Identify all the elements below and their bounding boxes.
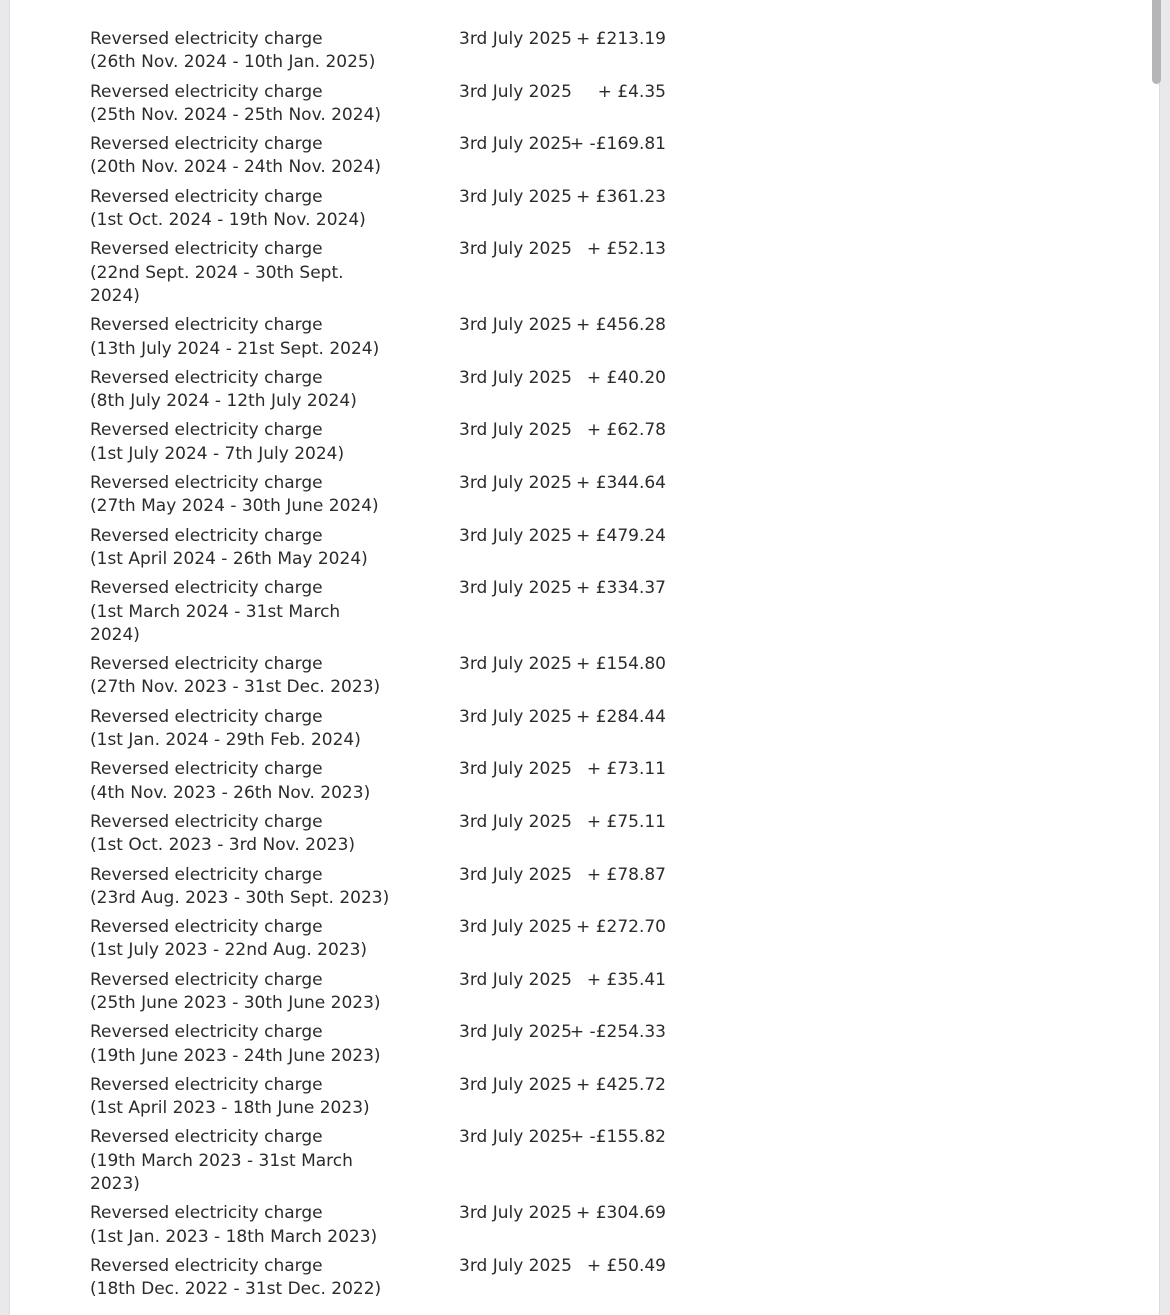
transaction-date: 3rd July 2025 bbox=[459, 578, 572, 599]
transaction-date: 3rd July 2025 bbox=[459, 706, 572, 727]
transaction-amount: + -£169.81 bbox=[569, 134, 666, 155]
transaction-description bbox=[90, 1074, 390, 1121]
transaction-row bbox=[90, 864, 690, 917]
transaction-date: 3rd July 2025 bbox=[459, 811, 572, 832]
transaction-title: Reversed electricity charge bbox=[90, 1203, 323, 1224]
transaction-amount: + £425.72 bbox=[576, 1074, 666, 1095]
transaction-title: Reversed electricity charge bbox=[90, 654, 323, 675]
transaction-row bbox=[90, 525, 690, 578]
transaction-description bbox=[90, 314, 390, 361]
transaction-title: Reversed electricity charge bbox=[90, 811, 323, 832]
transaction-date: 3rd July 2025 bbox=[459, 134, 572, 155]
transaction-title: Reversed electricity charge bbox=[90, 1255, 323, 1276]
transaction-period: (1st April 2023 - 18th June 2023) bbox=[90, 1098, 370, 1119]
transaction-period: (26th Nov. 2024 - 10th Jan. 2025) bbox=[90, 52, 376, 73]
transaction-amount: + £52.13 bbox=[586, 239, 666, 260]
transaction-title: Reversed electricity charge bbox=[90, 186, 323, 207]
transaction-date: 3rd July 2025 bbox=[459, 473, 572, 494]
transaction-row bbox=[90, 1202, 690, 1255]
transaction-row bbox=[90, 811, 690, 864]
transaction-amount: + £304.69 bbox=[576, 1203, 666, 1224]
transaction-period: (4th Nov. 2023 - 26th Nov. 2023) bbox=[90, 782, 371, 803]
transaction-date: 3rd July 2025 bbox=[459, 367, 572, 388]
transaction-date: 3rd July 2025 bbox=[459, 917, 572, 938]
scrollbar-thumb[interactable] bbox=[1152, 0, 1161, 84]
transaction-description bbox=[90, 916, 390, 963]
transaction-title: Reversed electricity charge bbox=[90, 917, 323, 938]
transaction-amount: + £40.20 bbox=[586, 367, 666, 388]
transaction-amount: + -£155.82 bbox=[569, 1127, 666, 1148]
transaction-description bbox=[90, 419, 390, 466]
transaction-amount: + £78.87 bbox=[586, 864, 666, 885]
transaction-date: 3rd July 2025 bbox=[459, 315, 572, 336]
transaction-description bbox=[90, 706, 390, 753]
transaction-row bbox=[90, 1021, 690, 1074]
transaction-period: (1st Oct. 2024 - 19th Nov. 2024) bbox=[90, 210, 366, 231]
transaction-row bbox=[90, 81, 690, 134]
transaction-title: Reversed electricity charge bbox=[90, 367, 323, 388]
transaction-row bbox=[90, 419, 690, 472]
transaction-title: Reversed electricity charge bbox=[90, 420, 323, 441]
transaction-period: (1st Oct. 2023 - 3rd Nov. 2023) bbox=[90, 835, 356, 856]
transaction-period: (25th June 2023 - 30th June 2023) bbox=[90, 992, 381, 1013]
transaction-date: 3rd July 2025 bbox=[459, 1203, 572, 1224]
transaction-title: Reversed electricity charge bbox=[90, 1074, 323, 1095]
scrollbar-track[interactable] bbox=[1159, 0, 1170, 1315]
transaction-row bbox=[90, 1255, 690, 1308]
transaction-date: 3rd July 2025 bbox=[459, 654, 572, 675]
transaction-amount: + £4.35 bbox=[597, 81, 666, 102]
transaction-amount: + £154.80 bbox=[576, 654, 666, 675]
transaction-title: Reversed electricity charge bbox=[90, 525, 323, 546]
transaction-description bbox=[90, 1255, 390, 1302]
transaction-description bbox=[90, 186, 390, 233]
transaction-period: (1st April 2024 - 26th May 2024) bbox=[90, 548, 368, 569]
transaction-title: Reversed electricity charge bbox=[90, 578, 323, 599]
transaction-description bbox=[90, 1126, 390, 1196]
transaction-date: 3rd July 2025 bbox=[459, 864, 572, 885]
transaction-period: (19th June 2023 - 24th June 2023) bbox=[90, 1045, 381, 1066]
transaction-row bbox=[90, 653, 690, 706]
transaction-period: (1st Jan. 2024 - 29th Feb. 2024) bbox=[90, 730, 361, 751]
transaction-date: 3rd July 2025 bbox=[459, 1127, 572, 1148]
transaction-period: (27th Nov. 2023 - 31st Dec. 2023) bbox=[90, 677, 381, 698]
transaction-amount: + £73.11 bbox=[586, 759, 666, 780]
transaction-date: 3rd July 2025 bbox=[459, 1255, 572, 1276]
transaction-description bbox=[90, 367, 390, 414]
transaction-period: (8th July 2024 - 12th July 2024) bbox=[90, 391, 357, 412]
transaction-row bbox=[90, 1126, 690, 1202]
transaction-amount: + £479.24 bbox=[576, 525, 666, 546]
transaction-amount: + -£254.33 bbox=[569, 1022, 666, 1043]
transaction-row bbox=[90, 706, 690, 759]
transaction-title: Reversed electricity charge bbox=[90, 473, 323, 494]
transaction-title: Reversed electricity charge bbox=[90, 1127, 323, 1148]
transaction-amount: + £456.28 bbox=[576, 315, 666, 336]
transaction-description bbox=[90, 864, 390, 911]
transaction-amount: + £272.70 bbox=[576, 917, 666, 938]
transaction-row bbox=[90, 916, 690, 969]
transaction-period: (27th May 2024 - 30th June 2024) bbox=[90, 496, 379, 517]
transaction-amount: + £361.23 bbox=[576, 186, 666, 207]
transaction-date: 3rd July 2025 bbox=[459, 239, 572, 260]
transaction-amount: + £213.19 bbox=[576, 29, 666, 49]
transaction-period: (19th March 2023 - 31st March 2023) bbox=[90, 1150, 353, 1195]
transaction-date: 3rd July 2025 bbox=[459, 186, 572, 207]
transaction-row bbox=[90, 1074, 690, 1127]
transaction-row bbox=[90, 577, 690, 653]
transaction-description bbox=[90, 653, 390, 700]
transaction-title: Reversed electricity charge bbox=[90, 864, 323, 885]
transaction-description bbox=[90, 1021, 390, 1068]
transaction-amount: + £334.37 bbox=[576, 578, 666, 599]
transaction-description bbox=[90, 133, 390, 180]
transaction-date: 3rd July 2025 bbox=[459, 759, 572, 780]
transaction-row bbox=[90, 367, 690, 420]
transaction-period: (1st Jan. 2023 - 18th March 2023) bbox=[90, 1226, 378, 1247]
transaction-description bbox=[90, 969, 390, 1016]
transaction-description bbox=[90, 81, 390, 128]
transaction-amount: + £62.78 bbox=[586, 420, 666, 441]
transaction-date: 3rd July 2025 bbox=[459, 525, 572, 546]
transaction-description bbox=[90, 1202, 390, 1249]
left-frame-border bbox=[0, 0, 10, 1315]
transaction-title: Reversed electricity charge bbox=[90, 81, 323, 102]
transaction-row bbox=[90, 133, 690, 186]
transaction-period: (20th Nov. 2024 - 24th Nov. 2024) bbox=[90, 157, 382, 178]
transaction-period: (13th July 2024 - 21st Sept. 2024) bbox=[90, 338, 380, 359]
transaction-row bbox=[90, 314, 690, 367]
transactions-list bbox=[90, 28, 690, 1308]
transaction-title: Reversed electricity charge bbox=[90, 134, 323, 155]
transaction-period: (25th Nov. 2024 - 25th Nov. 2024) bbox=[90, 104, 382, 125]
transaction-description bbox=[90, 28, 390, 75]
transaction-date: 3rd July 2025 bbox=[459, 1022, 572, 1043]
transaction-amount: + £344.64 bbox=[576, 473, 666, 494]
transaction-date: 3rd July 2025 bbox=[459, 420, 572, 441]
transaction-row bbox=[90, 472, 690, 525]
transaction-row bbox=[90, 28, 690, 81]
transaction-amount: + £284.44 bbox=[576, 706, 666, 727]
transaction-description bbox=[90, 577, 390, 647]
transaction-date: 3rd July 2025 bbox=[459, 29, 572, 49]
transaction-description bbox=[90, 525, 390, 572]
transaction-period: (22nd Sept. 2024 - 30th Sept. 2024) bbox=[90, 262, 344, 306]
transaction-title: Reversed electricity charge bbox=[90, 1022, 323, 1043]
transaction-description bbox=[90, 758, 390, 805]
transaction-description bbox=[90, 238, 390, 308]
transaction-row bbox=[90, 186, 690, 239]
transaction-title: Reversed electricity charge bbox=[90, 315, 323, 336]
transaction-title: Reversed electricity charge bbox=[90, 706, 323, 727]
transaction-description bbox=[90, 811, 390, 858]
transaction-amount: + £35.41 bbox=[586, 969, 666, 990]
transaction-row bbox=[90, 758, 690, 811]
transaction-amount: + £50.49 bbox=[586, 1255, 666, 1276]
transaction-period: (1st March 2024 - 31st March 2024) bbox=[90, 601, 341, 645]
transaction-period: (23rd Aug. 2023 - 30th Sept. 2023) bbox=[90, 887, 390, 908]
transaction-period: (1st July 2024 - 7th July 2024) bbox=[90, 443, 345, 464]
transaction-period: (18th Dec. 2022 - 31st Dec. 2022) bbox=[90, 1279, 382, 1300]
transaction-amount: + £75.11 bbox=[586, 811, 666, 832]
transaction-date: 3rd July 2025 bbox=[459, 969, 572, 990]
transaction-description bbox=[90, 472, 390, 519]
transaction-date: 3rd July 2025 bbox=[459, 81, 572, 102]
transaction-row bbox=[90, 969, 690, 1022]
transaction-title: Reversed electricity charge bbox=[90, 29, 323, 49]
transaction-row bbox=[90, 238, 690, 314]
transaction-date: 3rd July 2025 bbox=[459, 1074, 572, 1095]
transaction-title: Reversed electricity charge bbox=[90, 759, 323, 780]
transaction-title: Reversed electricity charge bbox=[90, 239, 323, 260]
transaction-title: Reversed electricity charge bbox=[90, 969, 323, 990]
transaction-period: (1st July 2023 - 22nd Aug. 2023) bbox=[90, 940, 368, 961]
